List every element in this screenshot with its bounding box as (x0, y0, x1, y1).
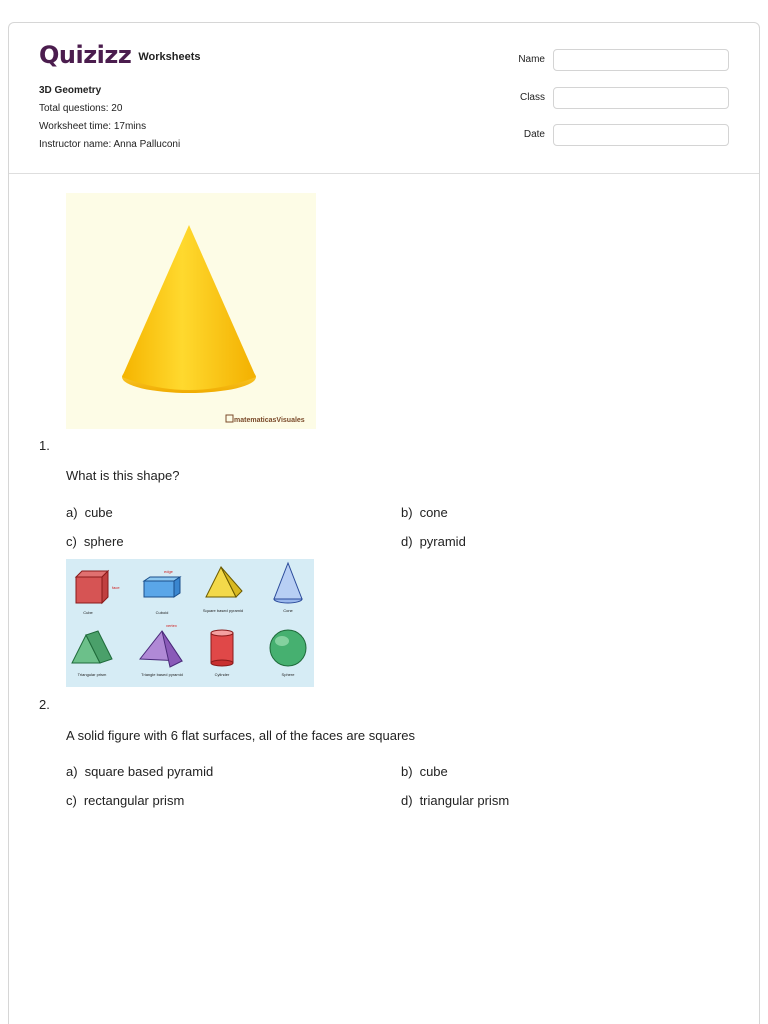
option-text: triangular prism (419, 793, 510, 808)
class-label: Class (519, 92, 545, 103)
option-d[interactable] (401, 793, 509, 808)
cube-shape (76, 571, 108, 603)
option-c[interactable] (66, 534, 124, 549)
option-text: sphere (83, 534, 124, 549)
3d-shapes-image (66, 559, 314, 687)
option-text: rectangular prism (83, 793, 185, 808)
face-label: face (112, 585, 120, 590)
option-text: square based pyramid (84, 764, 214, 779)
worksheet-page (8, 22, 760, 1024)
option-letter: a) (66, 764, 78, 779)
cone-label: Cone (283, 608, 293, 613)
class-field-row (489, 87, 729, 109)
option-text: pyramid (419, 534, 466, 549)
option-letter: a) (66, 505, 78, 520)
question-text: What is this shape? (66, 468, 180, 483)
option-b[interactable] (401, 505, 448, 520)
question-number: 2. (39, 697, 50, 712)
question-number: 1. (39, 438, 50, 453)
question-1 (39, 193, 739, 553)
cuboid-shape (144, 577, 180, 597)
cone-watermark: matematicasVisuales (234, 417, 305, 424)
option-letter: b) (401, 764, 413, 779)
question-text: A solid figure with 6 flat surfaces, all of the faces are squares (66, 728, 416, 743)
worksheet-header (9, 23, 759, 174)
date-field[interactable] (553, 124, 729, 146)
worksheet-title: 3D Geometry (39, 85, 102, 96)
name-field-row (489, 49, 729, 71)
vertex-label: vertex (166, 623, 177, 628)
worksheet-meta (39, 82, 180, 154)
square-pyramid-label: Square based pyramid (202, 608, 244, 613)
cuboid-label: Cuboid (155, 610, 169, 615)
option-letter: d) (401, 534, 413, 549)
cylinder-label: Cylinder (214, 672, 230, 677)
option-letter: b) (401, 505, 413, 520)
option-c[interactable] (66, 793, 184, 808)
option-b[interactable] (401, 764, 448, 779)
triangle-pyramid-label: Triangle based pyramid (141, 672, 183, 677)
date-field-row (489, 124, 729, 146)
question-2 (39, 559, 739, 808)
instructor-name: Instructor name: Anna Palluconi (39, 139, 181, 150)
option-letter: c) (66, 534, 77, 549)
option-text: cube (419, 764, 448, 779)
option-text: cone (419, 505, 448, 520)
cylinder-shape (211, 630, 233, 666)
name-field[interactable] (553, 49, 729, 71)
option-letter: d) (401, 793, 413, 808)
date-label: Date (523, 129, 545, 140)
triangular-prism-label: Triangular prism (77, 672, 107, 677)
sphere-label: Sphere (281, 672, 295, 677)
logo-wordmark: Quizizz (39, 41, 132, 69)
sphere-shape (270, 630, 306, 666)
quizizz-logo (39, 42, 201, 68)
logo-subtitle: Worksheets (138, 51, 201, 63)
name-label: Name (518, 54, 545, 65)
option-text: cube (84, 505, 113, 520)
edge-label: edge (164, 569, 173, 574)
total-questions: Total questions: 20 (39, 103, 123, 114)
worksheet-time: Worksheet time: 17mins (39, 121, 147, 132)
option-letter: c) (66, 793, 77, 808)
option-d[interactable] (401, 534, 466, 549)
cone-image (66, 193, 316, 429)
option-a[interactable] (66, 505, 113, 520)
option-a[interactable] (66, 764, 213, 779)
class-field[interactable] (553, 87, 729, 109)
cube-label: Cube (83, 610, 93, 615)
